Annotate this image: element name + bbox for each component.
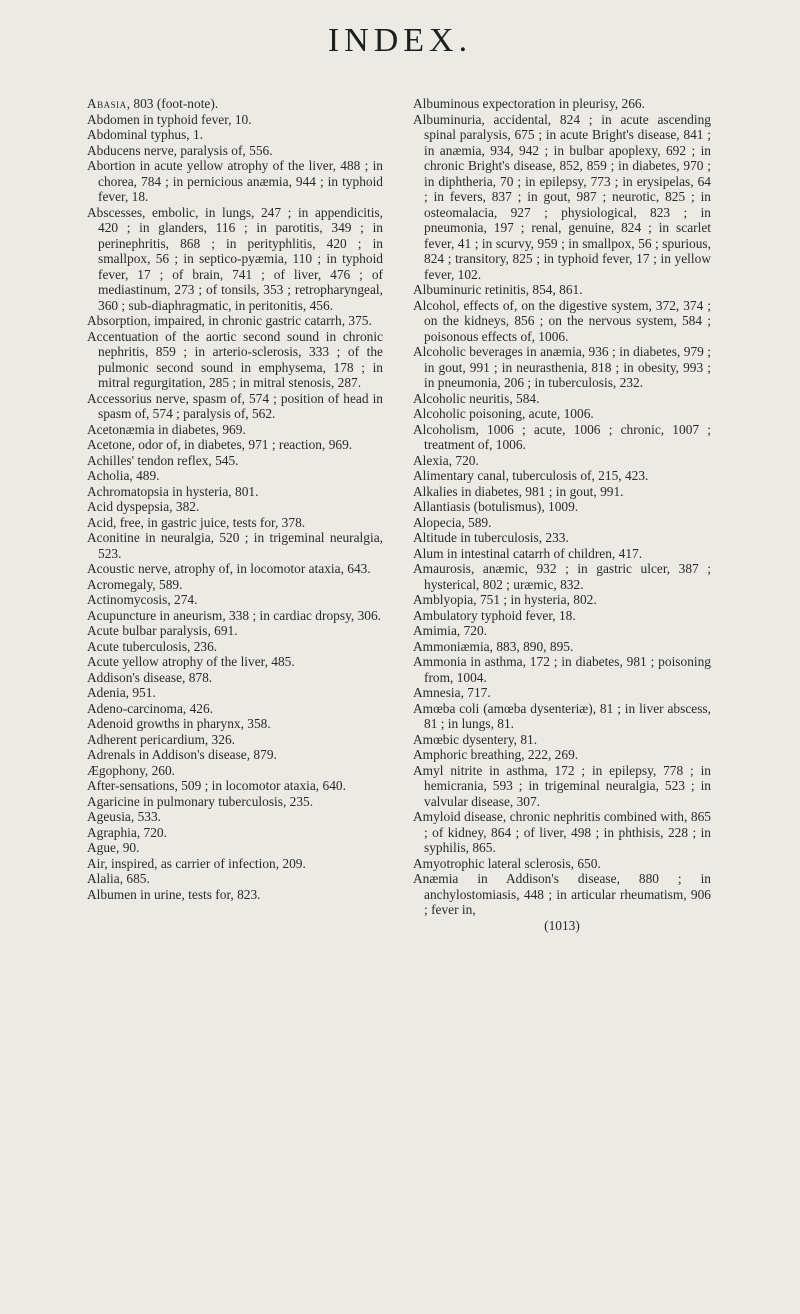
index-entry: Alum in intestinal catarrh of children, 417. [413,545,643,561]
index-entry: Accentuation of the aortic second sound in chronic nephritis, 859 ; in arterio-sclerosis, 333 ; of the pulmonic second sound in emphysema, 178 ; in mitral regurgitation, 285 ; in mitral stenosis, 287. [87,328,383,390]
index-entry: Aconitine in neuralgia, 520 ; in trigeminal neuralgia, 523. [87,530,383,561]
index-entry: Amyl nitrite in asthma, 172 ; in epilepsy, 778 ; in hemicrania, 593 ; in trigeminal neuralgia, 523 ; in valvular disease, 307. [413,762,711,809]
index-entry: Actinomycosis, 274. [87,592,198,607]
index-entry: Abasia, 803 (foot-note). [87,96,219,111]
index-column-left [87,96,383,902]
index-entry: Acholia, 489. [87,468,160,483]
index-entry: Air, inspired, as carrier of infection, 209. [87,855,306,871]
index-entry: Adenoid growths in pharynx, 358. [87,716,271,731]
page-number: (1013) [544,917,580,933]
index-entry: Amaurosis, anæmic, 932 ; in gastric ulcer, 387 ; hysterical, 802 ; uræmic, 832. [413,561,711,592]
index-entry: Accessorius nerve, spasm of, 574 ; position of head in spasm of, 574 ; paralysis of, 562. [87,390,383,421]
index-entry: Achilles' tendon reflex, 545. [87,452,239,468]
index-entry: Adeno-carcinoma, 426. [87,700,214,716]
page-title: INDEX. [327,22,473,59]
index-entry: Amimia, 720. [413,623,488,638]
index-entry: Abortion in acute yellow atrophy of the liver, 488 ; in chorea, 784 ; in pernicious anæmia, 944 ; in typhoid fever, 18. [87,158,383,204]
index-entry: Acetonæmia in diabetes, 969. [87,421,246,437]
index-entry: Acute tuberculosis, 236. [87,638,218,654]
index-entry: Adenia, 951. [87,685,156,700]
index-entry: Ambulatory typhoid fever, 18. [413,607,576,623]
index-entry: Alcoholism, 1006 ; acute, 1006 ; chronic, 1007 ; treatment of, 1006. [413,421,711,452]
index-entry: Acromegaly, 589. [87,576,183,592]
index-entry: Acute bulbar paralysis, 691. [87,623,238,638]
index-entry: Absorption, impaired, in chronic gastric catarrh, 375. [87,313,372,328]
index-entry: Amyotrophic lateral sclerosis, 650. [413,855,601,871]
index-entry: Amœba coli (amœba dysenteriæ), 81 ; in liver abscess, 81 ; in lungs, 81. [413,700,711,731]
index-entry: Ageusia, 533. [87,809,162,824]
index-entry: Acoustic nerve, atrophy of, in locomotor ataxia, 643. [87,561,371,576]
index-entry: Amblyopia, 751 ; in hysteria, 802. [413,592,597,607]
index-entry: Agaricine in pulmonary tuberculosis, 235. [87,793,314,809]
index-column-right [413,96,711,933]
index-entry: Altitude in tuberculosis, 233. [413,530,569,545]
index-entry: Allantiasis (botulismus), 1009. [413,499,579,514]
index-entry: Anæmia in Addison's disease, 880 ; in anchylostomiasis, 448 ; in articular rheumatism, 906 ; fever in, [413,871,711,917]
index-entry: Alcoholic beverages in anæmia, 936 ; in diabetes, 979 ; in gout, 991 ; in neurasthenia, 818 ; in obesity, 993 ; in pneumonia, 206 ; in tuberculosis, 232. [413,344,711,390]
index-entry: Alalia, 685. [87,871,150,886]
index-entry: Alcoholic neuritis, 584. [413,390,540,406]
index-entry: Albuminuria, accidental, 824 ; in acute ascending spinal paralysis, 675 ; in acute Bright's disease, 841 ; in anæmia, 934, 942 ; in bulbar apoplexy, 692 ; in chronic Bright's disease, 852, 859 ; in diabetes, 970 ; in diphtheria, 70 ; in epilepsy, 773 ; in erysipelas, 64 ; in fevers, 837 ; in gout, 987 ; neurotic, 825 ; in osteomalacia, 927 ; physiological, 823 ; in pneumonia, 197 ; renal, genuine, 824 ; in scarlet fever, 41 ; in scurvy, 959 ; in smallpox, 56 ; spurious, 824 ; transitory, 825 ; in typhoid fever, 17 ; in yellow fever, 102. [413,111,711,282]
index-entry: Abdomen in typhoid fever, 10. [87,111,252,127]
index-entry: Adherent pericardium, 326. [87,731,235,747]
index-entry: Ammonia in asthma, 172 ; in diabetes, 981 ; poisoning from, 1004. [413,654,711,685]
index-entry: Addison's disease, 878. [87,669,213,685]
index-entry: Alimentary canal, tuberculosis of, 215, 423. [413,468,649,483]
index-entry: Acid dyspepsia, 382. [87,499,200,514]
index-entry: Ægophony, 260. [87,762,176,778]
index-entry: Amyloid disease, chronic nephritis combined with, 865 ; of kidney, 864 ; of liver, 498 ; in phthisis, 228 ; in syphilis, 865. [413,809,711,855]
index-entry: Acute yellow atrophy of the liver, 485. [87,654,295,669]
index-entry: Acid, free, in gastric juice, tests for, 378. [87,514,306,530]
index-entry: Achromatopsia in hysteria, 801. [87,483,259,499]
index-entry: Ague, 90. [87,840,140,855]
index-entry: Alopecia, 589. [413,514,492,530]
index-entry: Alexia, 720. [413,452,479,468]
index-entry: Amnesia, 717. [413,685,491,700]
index-entry: Amphoric breathing, 222, 269. [413,747,579,762]
index-entry: Adrenals in Addison's disease, 879. [87,747,277,762]
index-entry: Albuminuric retinitis, 854, 861. [413,282,583,297]
index-entry: Ammoniæmia, 883, 890, 895. [413,638,574,654]
index-entry: Amœbic dysentery, 81. [413,731,538,747]
index-entry: Abscesses, embolic, in lungs, 247 ; in appendicitis, 420 ; in glanders, 116 ; in parotitis, 349 ; in perinephritis, 868 ; in perityphlitis, 420 ; in smallpox, 56 ; in septico-pyæmia, 110 ; in typhoid fever, 17 ; of brain, 741 ; of liver, 476 ; of mediastinum, 273 ; of tonsils, 353 ; retropharyngeal, 360 ; sub-diaphragmatic, in peritonitis, 456. [87,204,383,313]
index-entry: Abducens nerve, paralysis of, 556. [87,142,273,158]
index-entry: Albumen in urine, tests for, 823. [87,886,261,902]
index-entry: After-sensations, 509 ; in locomotor ataxia, 640. [87,778,346,793]
index-entry: Albuminous expectoration in pleurisy, 266. [413,96,645,111]
index-entry: Acupuncture in aneurism, 338 ; in cardiac dropsy, 306. [87,607,382,623]
index-entry: Abdominal typhus, 1. [87,127,204,142]
index-entry: Alkalies in diabetes, 981 ; in gout, 991. [413,483,624,499]
index-entry: Agraphia, 720. [87,824,167,840]
index-entry: Acetone, odor of, in diabetes, 971 ; reaction, 969. [87,437,353,452]
index-entry: Alcohol, effects of, on the digestive system, 372, 374 ; on the kidneys, 856 ; on the nervous system, 584 ; poisonous effects of, 1006. [413,297,711,344]
index-entry: Alcoholic poisoning, acute, 1006. [413,406,594,421]
